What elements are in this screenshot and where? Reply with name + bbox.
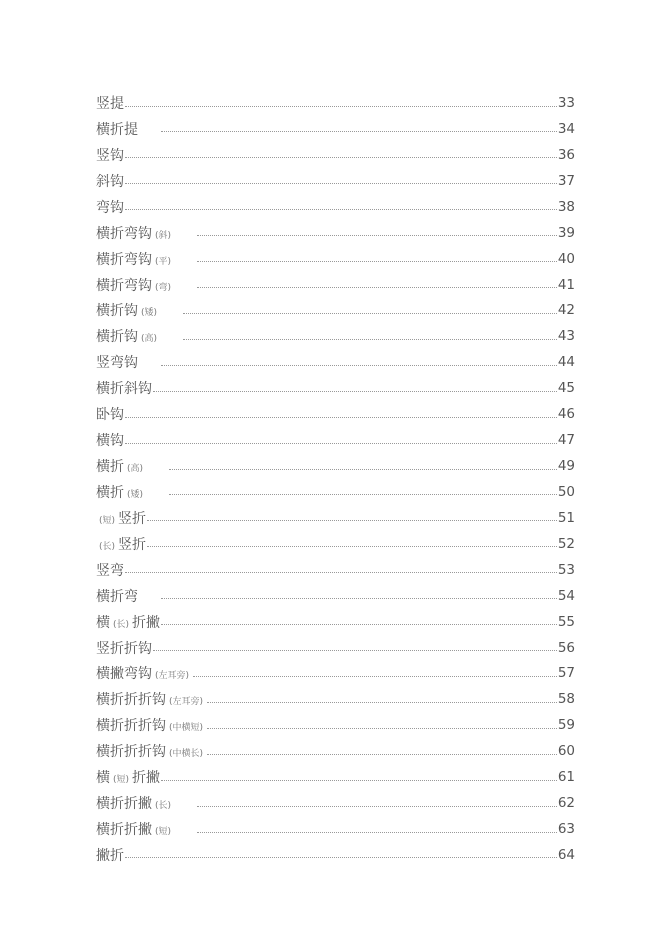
toc-entry-title xyxy=(96,638,152,658)
toc-entry[interactable] xyxy=(96,611,575,633)
toc-entry-main: 横 xyxy=(96,614,110,631)
toc-entry-title xyxy=(96,326,160,346)
toc-entry-main: 横折提 xyxy=(96,121,138,138)
toc-entry-title xyxy=(96,586,138,606)
toc-entry-note: (平) xyxy=(155,256,172,267)
dot-leader xyxy=(161,365,557,366)
toc-entry[interactable] xyxy=(96,170,575,192)
dot-leader xyxy=(125,857,557,858)
toc-entry-main: 横折折撇 xyxy=(96,822,152,839)
toc-entry-title xyxy=(96,197,124,217)
toc-entry-suffix: 竖折 xyxy=(118,536,147,553)
toc-entry-page-number: 33 xyxy=(557,95,575,111)
toc-entry-main: 横折 xyxy=(96,484,124,501)
toc-entry-title xyxy=(96,145,124,165)
toc-entry-suffix: 竖折 xyxy=(118,510,147,527)
toc-entry[interactable] xyxy=(96,325,575,347)
toc-entry[interactable] xyxy=(96,92,575,114)
toc-entry-page-number: 44 xyxy=(557,354,575,371)
toc-entry-main: 横钩 xyxy=(96,433,124,450)
toc-entry-page-number: 38 xyxy=(557,198,575,215)
toc-entry-page-number: 36 xyxy=(557,146,575,163)
toc-entry-main: 横折弯钩 xyxy=(96,225,152,242)
toc-entry-main: 横折钩 xyxy=(96,303,138,320)
toc-entry-main: 横折钩 xyxy=(96,329,138,346)
dot-leader xyxy=(197,287,557,288)
toc-entry[interactable] xyxy=(96,274,575,296)
toc-entry-main: 竖弯钩 xyxy=(96,355,138,372)
toc-entry-title xyxy=(96,845,124,865)
toc-entry[interactable] xyxy=(96,714,575,736)
toc-entry-suffix: 折撇 xyxy=(132,614,161,631)
toc-entry-note: (长) xyxy=(155,801,172,812)
dot-leader xyxy=(153,650,557,651)
toc-entry[interactable] xyxy=(96,429,575,451)
toc-entry[interactable] xyxy=(96,403,575,425)
toc-entry-page-number: 37 xyxy=(557,172,575,189)
toc-entry-main: 横折弯 xyxy=(96,588,138,605)
dot-leader xyxy=(207,702,557,703)
toc-entry-main: 竖钩 xyxy=(96,147,124,164)
toc-entry[interactable] xyxy=(96,351,575,373)
toc-entry-title xyxy=(96,612,160,632)
toc-entry[interactable] xyxy=(96,533,575,555)
toc-entry-note: (左耳旁) xyxy=(169,697,204,708)
toc-entry[interactable] xyxy=(96,144,575,166)
toc-entry-note: (左耳旁) xyxy=(155,671,190,682)
toc-entry-main: 横折折折钩 xyxy=(96,692,166,709)
toc-entry[interactable] xyxy=(96,481,575,503)
dot-leader xyxy=(125,572,557,573)
toc-entry-page-number: 46 xyxy=(557,406,575,423)
toc-entry-note: (中横短) xyxy=(169,723,204,734)
toc-entry-main: 横撇弯钩 xyxy=(96,666,152,683)
toc-entry-title xyxy=(96,300,160,320)
toc-entry[interactable] xyxy=(96,507,575,529)
toc-entry-prefix: (短) xyxy=(99,515,116,526)
toc-entry-note: (短) xyxy=(155,827,172,838)
toc-entry-main: 撇折 xyxy=(96,847,124,864)
dot-leader xyxy=(197,832,557,833)
toc-entry-title xyxy=(96,689,206,709)
dot-leader xyxy=(197,806,557,807)
toc-entry-main: 横折弯钩 xyxy=(96,251,152,268)
dot-leader xyxy=(207,728,557,729)
dot-leader xyxy=(161,131,557,132)
toc-entry[interactable] xyxy=(96,196,575,218)
dot-leader xyxy=(161,780,557,781)
toc-entry-title xyxy=(96,352,138,372)
dot-leader xyxy=(125,157,557,158)
toc-entry-main: 横折折折钩 xyxy=(96,744,166,761)
toc-entry[interactable] xyxy=(96,688,575,710)
toc-entry-page-number: 56 xyxy=(557,639,575,656)
toc-entry[interactable] xyxy=(96,740,575,762)
toc-entry-page-number: 62 xyxy=(557,795,575,812)
toc-entry-note: (中横长) xyxy=(169,749,204,760)
dot-leader xyxy=(193,676,557,677)
toc-entry-title xyxy=(96,482,146,502)
toc-entry-title xyxy=(96,119,138,139)
toc-entry-main: 横折 xyxy=(96,459,124,476)
dot-leader xyxy=(197,261,557,262)
toc-entry[interactable] xyxy=(96,118,575,140)
toc-entry-page-number: 39 xyxy=(557,224,575,241)
toc-entry[interactable] xyxy=(96,585,575,607)
toc-entry[interactable] xyxy=(96,818,575,840)
toc-entry-note: (高) xyxy=(141,334,158,345)
toc-entry-title xyxy=(96,404,124,424)
toc-entry-note: (矮) xyxy=(127,489,144,500)
toc-entry-page-number: 34 xyxy=(557,120,575,137)
toc-entry-page-number: 40 xyxy=(557,250,575,267)
toc-entry-page-number: 51 xyxy=(557,509,575,526)
toc-entry[interactable] xyxy=(96,222,575,244)
toc-entry-main: 弯钩 xyxy=(96,199,124,216)
dot-leader xyxy=(207,754,557,755)
dot-leader xyxy=(169,494,557,495)
toc-entry[interactable] xyxy=(96,455,575,477)
toc-entry[interactable] xyxy=(96,637,575,659)
toc-entry-main: 横折折撇 xyxy=(96,796,152,813)
toc-entry-main: 横折折折钩 xyxy=(96,718,166,735)
toc-entry-page-number: 63 xyxy=(557,821,575,838)
dot-leader xyxy=(161,598,557,599)
toc-entry-main: 竖折折钩 xyxy=(96,640,152,657)
toc-entry-main: 竖提 xyxy=(96,96,124,112)
toc-entry-note: (斜) xyxy=(155,230,172,241)
toc-entry-note: (高) xyxy=(127,464,144,475)
toc-entry-title xyxy=(96,171,124,191)
toc-entry-title xyxy=(96,223,174,243)
toc-entry-page-number: 55 xyxy=(557,613,575,630)
toc-entry-main: 竖弯 xyxy=(96,562,124,579)
toc-entry-main: 卧钩 xyxy=(96,407,124,424)
toc-entry-title xyxy=(96,741,206,761)
toc-entry-title xyxy=(96,430,124,450)
dot-leader xyxy=(125,443,557,444)
toc-entry-suffix: 折撇 xyxy=(132,770,161,787)
dot-leader xyxy=(125,209,557,210)
toc-entry-title xyxy=(96,534,146,554)
toc-entry-page-number: 49 xyxy=(557,458,575,475)
toc-entry[interactable] xyxy=(96,559,575,581)
toc-entry-page-number: 61 xyxy=(557,769,575,786)
toc-entry-page-number: 60 xyxy=(557,743,575,760)
toc-entry[interactable] xyxy=(96,248,575,270)
dot-leader xyxy=(161,624,557,625)
toc-entry-note: (弯) xyxy=(155,282,172,293)
toc-entry-page-number: 57 xyxy=(557,665,575,682)
toc-entry-page-number: 50 xyxy=(557,483,575,500)
toc-entry[interactable] xyxy=(96,299,575,321)
dot-leader xyxy=(183,339,557,340)
toc-entry-title xyxy=(96,508,146,528)
toc-entry[interactable] xyxy=(96,377,575,399)
toc-entry-title xyxy=(96,767,160,787)
toc-entry-title xyxy=(96,793,174,813)
toc-entry-title xyxy=(96,715,206,735)
toc-entry-page-number: 59 xyxy=(557,717,575,734)
dot-leader xyxy=(125,106,557,107)
dot-leader xyxy=(169,469,557,470)
toc-entry-page-number: 41 xyxy=(557,276,575,293)
toc-entry-note: (长) xyxy=(113,619,130,630)
toc-entry-title xyxy=(96,663,192,683)
toc-entry-note: (矮) xyxy=(141,308,158,319)
toc-entry-page-number: 58 xyxy=(557,691,575,708)
toc-entry-title xyxy=(96,456,146,476)
dot-leader xyxy=(183,313,557,314)
toc-entry-title xyxy=(96,378,152,398)
toc-entry-page-number: 47 xyxy=(557,432,575,449)
toc-entry-page-number: 43 xyxy=(557,328,575,345)
toc-entry-title xyxy=(96,249,174,269)
toc-entry[interactable] xyxy=(96,662,575,684)
dot-leader xyxy=(147,520,557,521)
toc-entry-page-number: 52 xyxy=(557,535,575,552)
toc-entry-prefix: (长) xyxy=(99,541,116,552)
toc-entry-title xyxy=(96,560,124,580)
toc-entry-page-number: 42 xyxy=(557,302,575,319)
toc-entry-title xyxy=(96,93,124,113)
toc-entry-main: 横 xyxy=(96,770,110,787)
toc-entry-page-number: 64 xyxy=(557,846,575,863)
toc-entry-page-number: 54 xyxy=(557,587,575,604)
toc-entry[interactable] xyxy=(96,792,575,814)
toc-entry-main: 横折弯钩 xyxy=(96,277,152,294)
toc-entry-page-number: 53 xyxy=(557,561,575,578)
dot-leader xyxy=(125,417,557,418)
dot-leader xyxy=(125,183,557,184)
toc-entry[interactable] xyxy=(96,766,575,788)
toc-entry-main: 横折斜钩 xyxy=(96,381,152,398)
toc-entry-note: (短) xyxy=(113,775,130,786)
toc-entry-page-number: 45 xyxy=(557,380,575,397)
toc-entry-main: 斜钩 xyxy=(96,173,124,190)
toc-entry-title xyxy=(96,275,174,295)
dot-leader xyxy=(197,235,557,236)
toc-entry[interactable] xyxy=(96,844,575,866)
toc-entry-title xyxy=(96,819,174,839)
dot-leader xyxy=(147,546,557,547)
dot-leader xyxy=(153,391,557,392)
